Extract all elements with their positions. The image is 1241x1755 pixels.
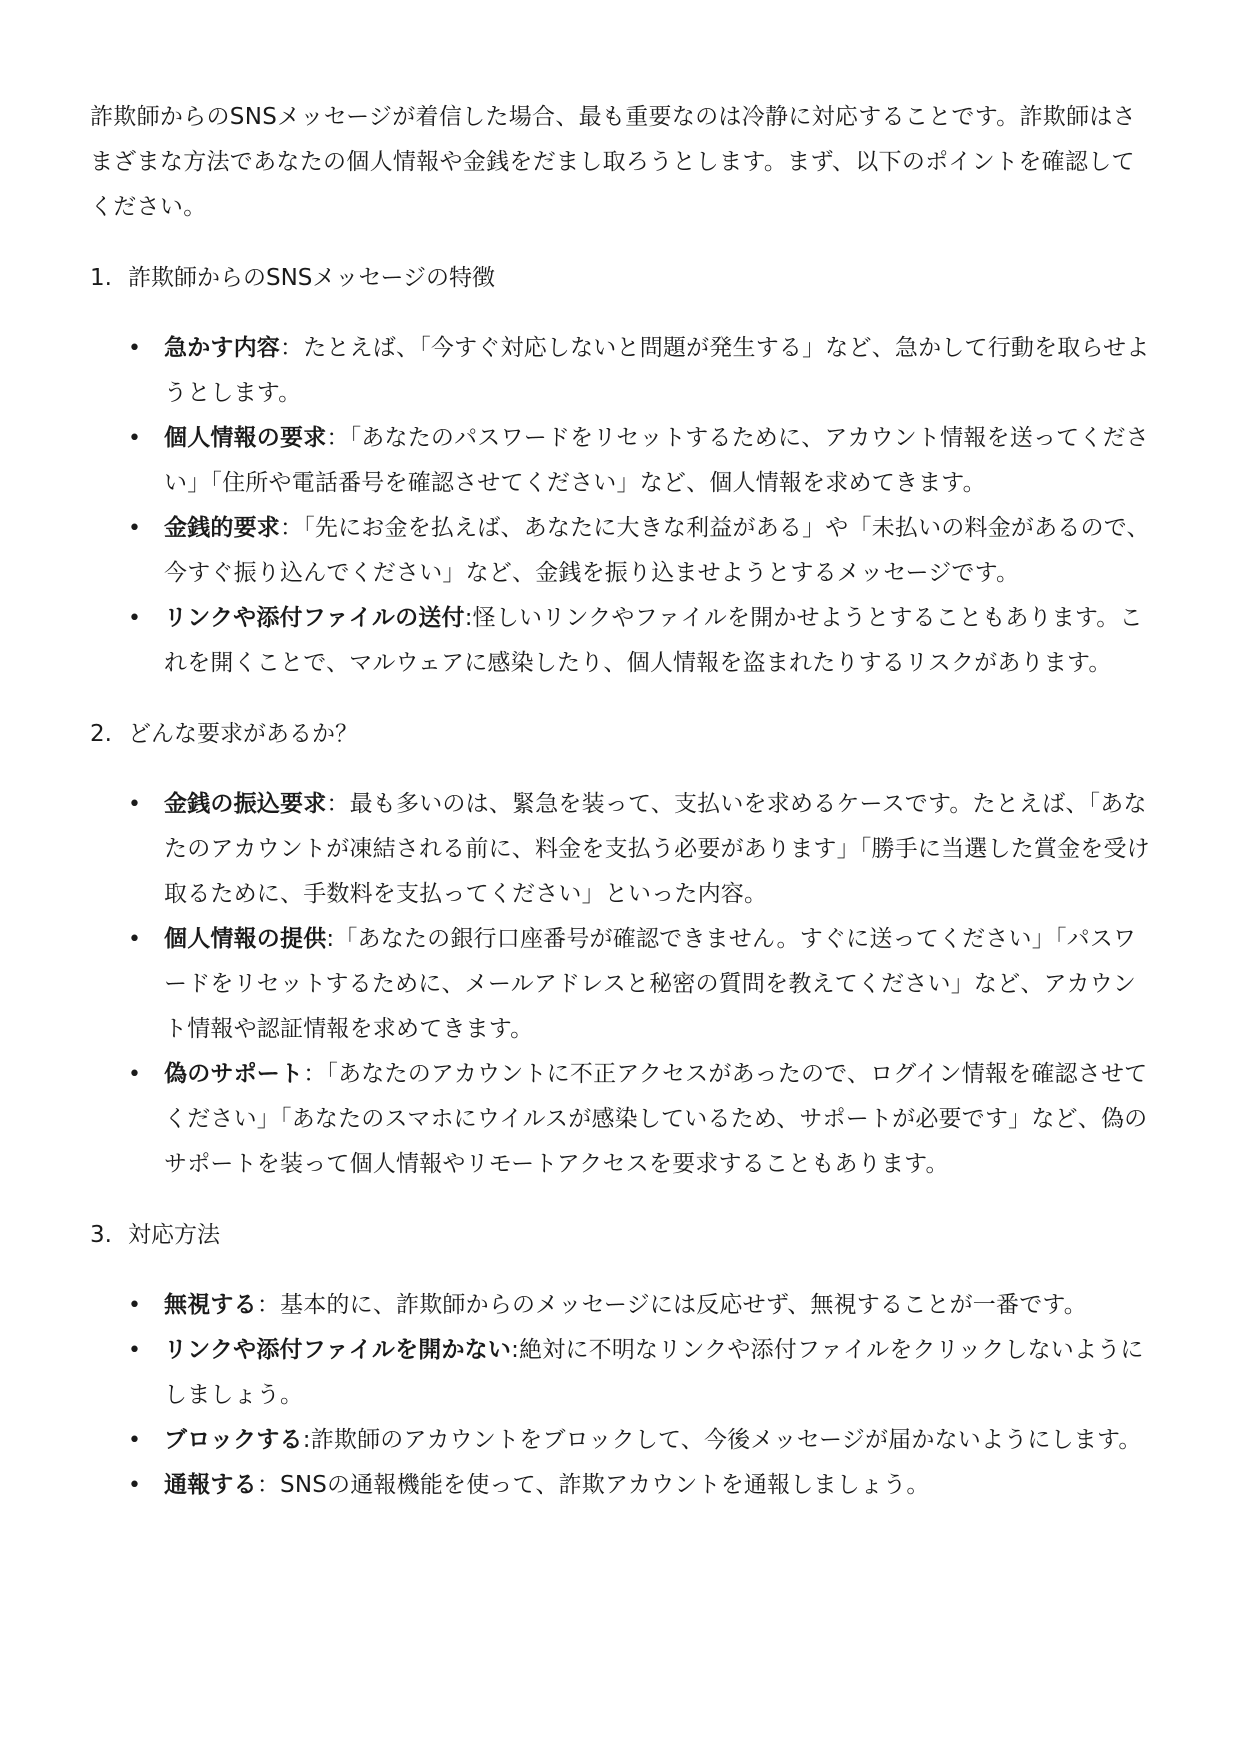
item-term: 偽のサポート [164,1061,304,1087]
bullet-icon: • [128,426,142,451]
item-separator: ： [280,515,304,541]
bullet-list [90,782,1150,1187]
list-item [128,917,1150,1052]
list-item [128,1463,1150,1508]
document-page [90,95,1150,1508]
bullet-list [90,1283,1150,1508]
intro-paragraph: 詐欺師からのSNSメッセージが着信した場合、最も重要なのは冷静に対応することです。詐欺師はさまざまな方法であなたの個人情報や金銭をだまし取ろうとします。まず、以下のポイントを確認してください。 [90,104,1136,220]
bullet-icon: • [128,336,142,361]
section-heading [90,712,1150,757]
item-separator: : [511,1337,520,1363]
item-text: 「あなたのパスワードをリセットするために、アカウント情報を送ってください」「住所や電話番号を確認させてください」など、個人情報を求めてきます。 [164,425,1149,496]
list-item [128,1283,1150,1328]
section-heading [90,256,1150,301]
bullet-list [90,326,1150,686]
list-item [128,1052,1150,1187]
item-text: 怪しいリンクやファイルを開かせようとすることもあります。これを開くことで、マルウェアに感染したり、個人情報を盗まれたりするリスクがあります。 [164,605,1143,676]
section-title: 詐欺師からのSNSメッセージの特徴 [128,265,496,291]
list-item [128,596,1150,686]
section-title: どんな要求があるか？ [128,721,358,747]
item-term: 個人情報の提供 [164,926,327,952]
item-term: 金銭的要求 [164,515,280,541]
item-text: 最も多いのは、緊急を装って、支払いを求めるケースです。たとえば、「あなたのアカウントが凍結される前に、料金を支払う必要があります」「勝手に当選した賞金を受け取るために、手数料を支払ってください」といった内容。 [164,791,1150,907]
item-term: 急かす内容 [164,335,280,361]
item-separator: ： [256,1472,281,1498]
list-item [128,506,1150,596]
item-separator: ： [326,791,350,817]
item-text: 「あなたのアカウントに不正アクセスがあったので、ログイン情報を確認させてください」「あなたのスマホにウイルスが感染しているため、サポートが必要です」など、偽のサポートを装って個人情報やリモートアクセスを要求することもあります。 [164,1061,1148,1177]
bullet-icon: • [128,1428,142,1453]
bullet-icon: • [128,1338,142,1363]
bullet-icon: • [128,606,142,631]
section-heading [90,1213,1150,1258]
item-term: 個人情報の要求 [164,425,327,451]
list-item [128,782,1150,917]
list-item [128,1328,1150,1418]
bullet-icon: • [128,1062,142,1087]
item-text: 詐欺師のアカウントをブロックして、今後メッセージが届かないようにします。 [310,1427,1142,1453]
list-item [128,1418,1150,1463]
item-separator: : [464,605,473,631]
item-text: 絶対に不明なリンクや添付ファイルをクリックしないようにしましょう。 [164,1337,1144,1408]
item-text: たとえば、「今すぐ対応しないと問題が発生する」など、急かして行動を取らせようとします。 [164,335,1150,406]
item-term: 通報する [164,1472,257,1498]
section-number: 3. [90,1222,112,1248]
section-title: 対応方法 [128,1222,220,1248]
item-text: SNSの通報機能を使って、詐欺アカウントを通報しましょう。 [280,1472,930,1498]
bullet-icon: • [128,516,142,541]
item-term: リンクや添付ファイルの送付 [164,605,465,631]
item-term: リンクや添付ファイルを開かない [164,1337,512,1363]
bullet-icon: • [128,792,142,817]
item-term: ブロックする [164,1427,303,1453]
item-separator: : [302,1427,311,1453]
section-response [90,1213,1150,1508]
section-requests [90,712,1150,1187]
item-term: 金銭の振込要求 [164,791,327,817]
item-separator: ： [326,425,350,451]
list-item [128,416,1150,506]
bullet-icon: • [128,1293,142,1318]
item-separator: ： [280,335,304,361]
item-separator: : [326,926,335,952]
section-number: 1. [90,265,112,291]
item-separator: ： [256,1292,281,1318]
section-features [90,256,1150,686]
item-text: 「あなたの銀行口座番号が確認できません。すぐに送ってください」「パスワードをリセットするために、メールアドレスと秘密の質問を教えてください」など、アカウント情報や認証情報を求めてきます。 [164,926,1137,1042]
section-number: 2. [90,721,112,747]
item-separator: ： [303,1061,327,1087]
item-text: 基本的に、詐欺師からのメッセージには反応せず、無視することが一番です。 [280,1292,1087,1318]
list-item [128,326,1150,416]
bullet-icon: • [128,1473,142,1498]
item-term: 無視する [164,1292,257,1318]
bullet-icon: • [128,927,142,952]
item-text: 「先にお金を払えば、あなたに大きな利益がある」や「未払いの料金があるので、今すぐ振り込んでください」など、金銭を振り込ませようとするメッセージです。 [164,515,1150,586]
